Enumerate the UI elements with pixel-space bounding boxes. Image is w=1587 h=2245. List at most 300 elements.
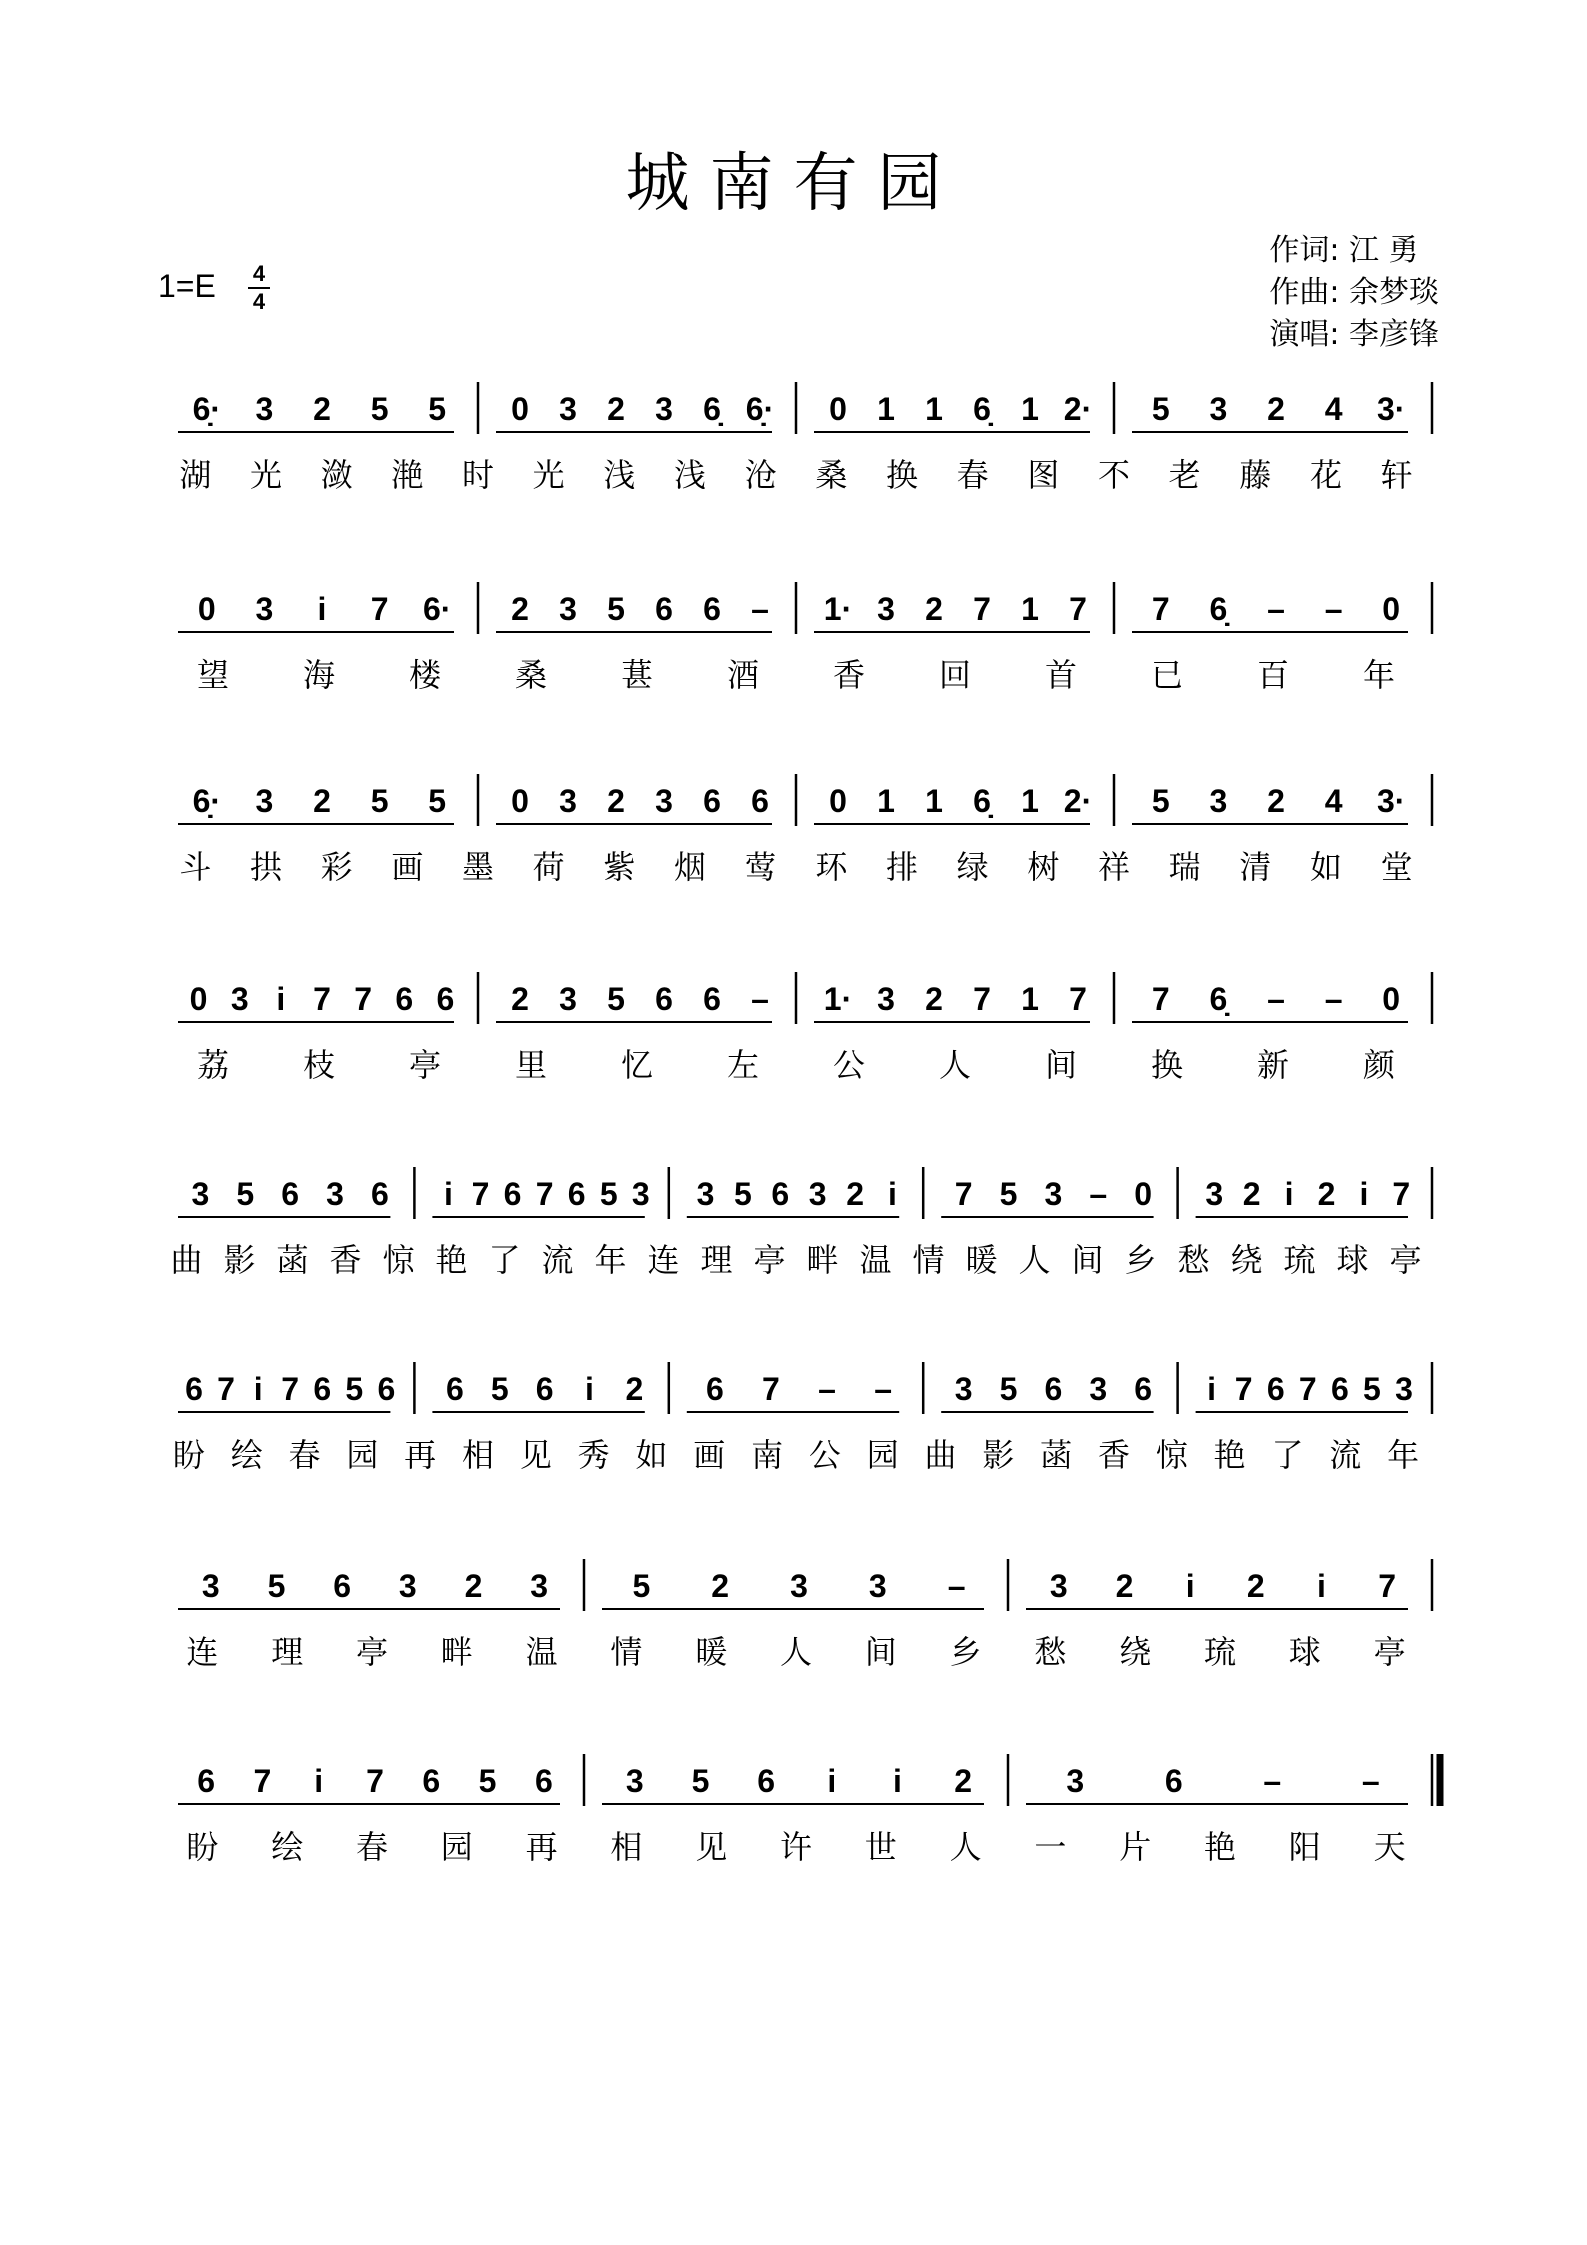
note: 5 [1151, 783, 1170, 819]
note: i [1207, 1371, 1217, 1407]
note: 7 [217, 1371, 235, 1407]
note: 2 [607, 783, 625, 819]
note: 3 [1044, 1176, 1063, 1212]
note: 6 [503, 1176, 522, 1212]
lyric-char: 拱 [249, 848, 283, 886]
note: 7 [1151, 981, 1170, 1017]
note: 3 [655, 391, 673, 427]
lyric-char: 花 [1309, 456, 1343, 494]
lyric-char: 烟 [673, 848, 707, 886]
lyric-char: 相 [610, 1828, 643, 1866]
note: 3 [559, 591, 577, 627]
note: 3 [559, 981, 577, 1017]
note: – [1324, 981, 1343, 1017]
note: 3 [1209, 783, 1228, 819]
note: 2· [1063, 783, 1093, 819]
note: 6̣ [703, 391, 721, 427]
lyric-char: 亭 [1373, 1633, 1406, 1671]
lyric-char: 菡 [276, 1241, 309, 1279]
lyric-char: 球 [1288, 1633, 1321, 1671]
note: – [1267, 591, 1285, 627]
lyric-char: 回 [938, 656, 972, 694]
note: – [751, 591, 769, 627]
note: 7 [313, 981, 331, 1017]
lyric-char: 人 [938, 1046, 972, 1084]
note: 5 [734, 1176, 752, 1212]
lyric-char: 惊 [382, 1241, 415, 1279]
lyric-char: 画 [693, 1436, 726, 1474]
note: 1 [1021, 591, 1039, 627]
song-title: 城南有园 [625, 147, 962, 221]
lyric-char: 时 [461, 456, 495, 494]
lyric-char: 百 [1256, 656, 1290, 694]
lyric-char: 换 [885, 456, 919, 494]
lyric-char: 间 [1071, 1241, 1104, 1279]
note: 6 [1134, 1371, 1153, 1407]
note: 3 [230, 981, 249, 1017]
note: 2 [607, 391, 625, 427]
lyric-char: 园 [346, 1436, 379, 1474]
lyric-char: 南 [751, 1436, 784, 1474]
lyric-char: 楼 [408, 656, 442, 694]
note: – [1089, 1176, 1108, 1212]
note: 2 [1246, 1568, 1265, 1604]
lyric-char: 畔 [806, 1241, 839, 1279]
note: 5 [370, 783, 389, 819]
lyric-char: 艳 [1213, 1436, 1246, 1474]
lyric-char: 绿 [956, 848, 989, 886]
note: 6 [377, 1371, 396, 1407]
lyric-char: 乡 [949, 1633, 982, 1671]
note: 1 [877, 783, 895, 819]
note: 6 [1330, 1371, 1349, 1407]
lyric-char: 暖 [965, 1241, 998, 1279]
note: 3 [255, 591, 274, 627]
note: 6̣· [192, 783, 222, 819]
note: 6 [703, 783, 721, 819]
note: 6 [751, 783, 769, 819]
lyric-char: 一 [1034, 1828, 1067, 1866]
note: – [818, 1371, 836, 1407]
note: 3 [1395, 1371, 1413, 1407]
note: 6 [313, 1371, 332, 1407]
note: 1 [925, 783, 943, 819]
note: – [1263, 1763, 1282, 1799]
lyric-char: 流 [1329, 1436, 1362, 1474]
note: 7 [1298, 1371, 1317, 1407]
note: 0 [1134, 1176, 1153, 1212]
lyric-char: 沧 [744, 456, 777, 494]
note: 7 [1069, 981, 1087, 1017]
lyric-char: 莺 [744, 848, 777, 886]
lyric-char: 里 [514, 1046, 548, 1084]
note: 0 [189, 981, 208, 1017]
note: 2 [711, 1568, 730, 1604]
note: 7 [370, 591, 389, 627]
note: 3 [201, 1568, 220, 1604]
note: 3 [808, 1176, 827, 1212]
lyric-char: 潋 [320, 456, 353, 494]
note: 7 [1392, 1176, 1411, 1212]
note: 6 [333, 1568, 352, 1604]
lyric-char: 影 [982, 1436, 1015, 1474]
note: 6 [1266, 1371, 1285, 1407]
note: 2 [313, 783, 331, 819]
note: – [1361, 1763, 1380, 1799]
note: 6̣ [1209, 981, 1228, 1017]
note: 2 [511, 591, 529, 627]
lyric-char: 相 [461, 1436, 495, 1474]
lyric-char: 光 [532, 456, 565, 494]
note: i [1359, 1176, 1369, 1212]
note: 4 [1324, 391, 1343, 427]
note: 6̣ [973, 783, 991, 819]
lyric-char: 人 [779, 1633, 813, 1671]
note: 6 [185, 1371, 203, 1407]
time-denominator: 4 [252, 289, 266, 314]
lyric-char: 人 [1018, 1241, 1051, 1279]
note: 6 [703, 591, 721, 627]
note: 5 [490, 1371, 509, 1407]
lyric-char: 秀 [577, 1436, 610, 1474]
lyric-char: 排 [885, 848, 919, 886]
lyric-char: 曲 [170, 1241, 203, 1279]
lyric-char: 荔 [196, 1046, 230, 1084]
lyric-char: 再 [525, 1828, 558, 1866]
lyric-char: 琉 [1283, 1241, 1316, 1279]
note: 3 [559, 783, 577, 819]
lyric-char: 轩 [1380, 456, 1413, 494]
note: 6̣· [745, 391, 775, 427]
note: 6 [1164, 1763, 1183, 1799]
note: 6 [371, 1176, 389, 1212]
lyric-char: 温 [859, 1241, 892, 1279]
note: 6̣· [192, 391, 222, 427]
lyric-char: 画 [391, 848, 424, 886]
note: 2 [925, 981, 943, 1017]
lyric-char: 了 [488, 1241, 521, 1279]
lyric-char: 绕 [1230, 1241, 1263, 1279]
lyric-char: 海 [302, 656, 336, 694]
lyric-char: 间 [1044, 1046, 1078, 1084]
lyric-char: 祥 [1097, 848, 1131, 886]
lyric-char: 琉 [1203, 1633, 1237, 1671]
note: 5 [236, 1176, 255, 1212]
note: 3 [1066, 1763, 1085, 1799]
note: 6 [395, 981, 414, 1017]
lyric-char: 斗 [179, 848, 212, 886]
lyric-char: 曲 [924, 1436, 957, 1474]
singer-credit: 演唱: 李彦锋 [1269, 317, 1439, 352]
note: 5 [370, 391, 389, 427]
note: 0 [197, 591, 216, 627]
note: 1· [823, 591, 853, 627]
lyric-char: 暖 [695, 1633, 728, 1671]
lyric-char: 新 [1256, 1046, 1290, 1084]
note: 0 [511, 783, 529, 819]
lyric-char: 连 [186, 1633, 219, 1671]
lyric-char: 绘 [271, 1828, 304, 1866]
note: 6 [567, 1176, 586, 1212]
lyric-char: 老 [1168, 456, 1201, 494]
lyric-char: 望 [196, 656, 230, 694]
note: 3 [1089, 1371, 1108, 1407]
note: i [1317, 1568, 1326, 1604]
note: 1 [1021, 783, 1039, 819]
note: 7 [471, 1176, 490, 1212]
lyric-char: 春 [956, 456, 989, 494]
note: i [1284, 1176, 1294, 1212]
lyric-char: 乡 [1124, 1241, 1157, 1279]
note: i [893, 1763, 902, 1799]
lyric-char: 愁 [1177, 1241, 1210, 1279]
note: 3 [1209, 391, 1228, 427]
lyric-char: 连 [647, 1241, 680, 1279]
note: 2 [925, 591, 943, 627]
note: 3 [255, 783, 274, 819]
lyric-char: 间 [864, 1633, 897, 1671]
lyric-char: 畔 [440, 1633, 473, 1671]
note: 5 [999, 1371, 1018, 1407]
note: 7 [954, 1176, 973, 1212]
note: 3 [790, 1568, 808, 1604]
lyric-char: 颜 [1362, 1046, 1396, 1084]
note: 0 [1382, 981, 1401, 1017]
lyric-char: 清 [1239, 848, 1272, 886]
lyric-char: 情 [610, 1633, 643, 1671]
note: 6 [757, 1763, 776, 1799]
note: – [751, 981, 769, 1017]
note: 5 [1363, 1371, 1381, 1407]
lyric-char: 滟 [391, 456, 424, 494]
lyric-char: 如 [1309, 848, 1343, 886]
lyric-char: 浅 [673, 456, 707, 494]
note: 7 [973, 591, 991, 627]
note: 3 [696, 1176, 715, 1212]
lyric-char: 葚 [620, 656, 654, 694]
note: 3 [326, 1176, 344, 1212]
lyric-char: 园 [440, 1828, 473, 1866]
note: 1 [1021, 981, 1039, 1017]
lyric-char: 温 [525, 1633, 558, 1671]
note: 6 [655, 981, 673, 1017]
note: 3 [877, 981, 895, 1017]
lyric-char: 图 [1027, 456, 1060, 494]
lyric-char: 再 [404, 1436, 437, 1474]
note: 2 [313, 391, 331, 427]
note: 2 [1267, 783, 1285, 819]
note: 0 [829, 783, 847, 819]
note: 6 [771, 1176, 790, 1212]
note: 5 [267, 1568, 286, 1604]
note: 2 [1317, 1176, 1336, 1212]
key-signature: 1=E [158, 268, 216, 304]
note: 7 [1378, 1568, 1397, 1604]
note: 0 [829, 391, 847, 427]
lyric-char: 忆 [620, 1046, 654, 1084]
lyric-char: 盼 [186, 1828, 219, 1866]
lyricist-credit: 作词: 江 勇 [1269, 233, 1419, 268]
note: 3 [625, 1763, 644, 1799]
note: 7 [253, 1763, 272, 1799]
note: 3 [954, 1371, 973, 1407]
note: 6̣ [1209, 591, 1228, 627]
lyric-char: 见 [519, 1436, 552, 1474]
lyric-char: 年 [594, 1241, 627, 1279]
lyric-char: 年 [1387, 1436, 1420, 1474]
note: i [888, 1176, 897, 1212]
lyric-char: 菡 [1040, 1436, 1073, 1474]
note: 2· [1063, 391, 1093, 427]
lyric-char: 艳 [1203, 1828, 1237, 1866]
lyric-char: 绕 [1119, 1633, 1152, 1671]
lyric-char: 公 [808, 1436, 841, 1474]
lyric-char: 香 [329, 1241, 362, 1279]
lyric-char: 惊 [1155, 1436, 1188, 1474]
time-numerator: 4 [252, 261, 266, 286]
note: – [1267, 981, 1285, 1017]
lyric-char: 艳 [435, 1241, 468, 1279]
note: 3· [1376, 783, 1406, 819]
note: 6 [703, 981, 721, 1017]
lyric-char: 亭 [753, 1241, 786, 1279]
note: 2 [1115, 1568, 1134, 1604]
lyric-char: 首 [1044, 656, 1078, 694]
note: 6 [534, 1763, 553, 1799]
lyric-char: 年 [1362, 656, 1396, 694]
note: 0 [1382, 591, 1401, 627]
note: 5 [632, 1568, 651, 1604]
lyric-char: 不 [1097, 456, 1131, 494]
note: 4 [1324, 783, 1343, 819]
lyric-char: 片 [1119, 1828, 1152, 1866]
lyric-char: 理 [271, 1633, 304, 1671]
lyric-char: 枝 [302, 1046, 336, 1084]
note: 3· [1376, 391, 1406, 427]
lyric-char: 树 [1027, 848, 1060, 886]
note: 7 [1069, 591, 1087, 627]
lyric-char: 荷 [532, 848, 565, 886]
lyric-char: 园 [866, 1436, 899, 1474]
note: 6 [535, 1371, 554, 1407]
note: 3 [631, 1176, 650, 1212]
note: 6 [445, 1371, 464, 1407]
lyric-char: 世 [864, 1828, 897, 1866]
note: 1 [877, 391, 895, 427]
lyric-char: 流 [541, 1241, 574, 1279]
lyric-char: 彩 [320, 848, 353, 886]
lyric-char: 紫 [603, 848, 636, 886]
note: 7 [1151, 591, 1170, 627]
lyric-char: 桑 [514, 656, 548, 694]
note: 0 [511, 391, 529, 427]
lyric-char: 香 [1097, 1436, 1131, 1474]
note: 5 [428, 391, 447, 427]
lyric-char: 香 [832, 656, 866, 694]
note: 2 [1267, 391, 1285, 427]
note: 7 [762, 1371, 780, 1407]
note: 7 [354, 981, 373, 1017]
note: 6 [422, 1763, 441, 1799]
note: 5 [1151, 391, 1170, 427]
note: i [585, 1371, 594, 1407]
note: 3 [1049, 1568, 1068, 1604]
note: – [1324, 591, 1343, 627]
lyric-char: 桑 [815, 456, 848, 494]
note: 6 [197, 1763, 216, 1799]
lyric-char: 换 [1150, 1046, 1184, 1084]
note: 5 [999, 1176, 1018, 1212]
composer-credit: 作曲: 余梦琰 [1269, 275, 1439, 310]
lyric-char: 理 [700, 1241, 733, 1279]
lyric-char: 环 [815, 848, 848, 886]
note: 5 [345, 1371, 364, 1407]
note: i [276, 981, 286, 1017]
note: 6· [422, 591, 452, 627]
lyric-char: 湖 [179, 456, 212, 494]
note: 5 [691, 1763, 710, 1799]
note: 6 [655, 591, 673, 627]
note: 6 [436, 981, 455, 1017]
lyric-char: 球 [1336, 1241, 1369, 1279]
note: 1 [925, 391, 943, 427]
note: 2 [954, 1763, 973, 1799]
note: 2 [511, 981, 529, 1017]
note: 3 [655, 783, 673, 819]
note: 5 [607, 591, 625, 627]
note: i [253, 1371, 263, 1407]
lyric-char: 春 [288, 1436, 321, 1474]
lyric-char: 浅 [603, 456, 636, 494]
lyric-char: 藤 [1239, 456, 1272, 494]
note: 1 [1021, 391, 1039, 427]
note: 5 [428, 783, 447, 819]
note: 3 [877, 591, 895, 627]
note: 2 [625, 1371, 644, 1407]
note: 3 [1205, 1176, 1224, 1212]
note: 6̣ [973, 391, 991, 427]
note: 3 [559, 391, 577, 427]
note: i [314, 1763, 324, 1799]
note: i [1185, 1568, 1195, 1604]
note: 3 [398, 1568, 417, 1604]
lyric-char: 堂 [1380, 848, 1413, 886]
note: i [827, 1763, 837, 1799]
lyric-char: 影 [223, 1241, 256, 1279]
note: 1· [823, 981, 853, 1017]
note: 7 [281, 1371, 300, 1407]
note: 3 [868, 1568, 887, 1604]
lyric-char: 人 [949, 1828, 982, 1866]
lyric-char: 天 [1373, 1828, 1406, 1866]
note: 3 [191, 1176, 210, 1212]
lyric-char: 阳 [1288, 1828, 1321, 1866]
lyric-char: 亭 [355, 1633, 389, 1671]
note: 7 [973, 981, 991, 1017]
lyric-char: 见 [695, 1828, 728, 1866]
lyric-char: 许 [779, 1828, 813, 1866]
lyric-char: 亭 [408, 1046, 442, 1084]
note: 3 [255, 391, 274, 427]
lyric-char: 盼 [172, 1436, 205, 1474]
lyric-char: 光 [249, 456, 283, 494]
note: 2 [1242, 1176, 1261, 1212]
lyric-char: 春 [355, 1828, 389, 1866]
note: 6 [1044, 1371, 1063, 1407]
lyric-char: 亭 [1389, 1241, 1422, 1279]
note: – [947, 1568, 966, 1604]
lyric-char: 墨 [461, 848, 495, 886]
